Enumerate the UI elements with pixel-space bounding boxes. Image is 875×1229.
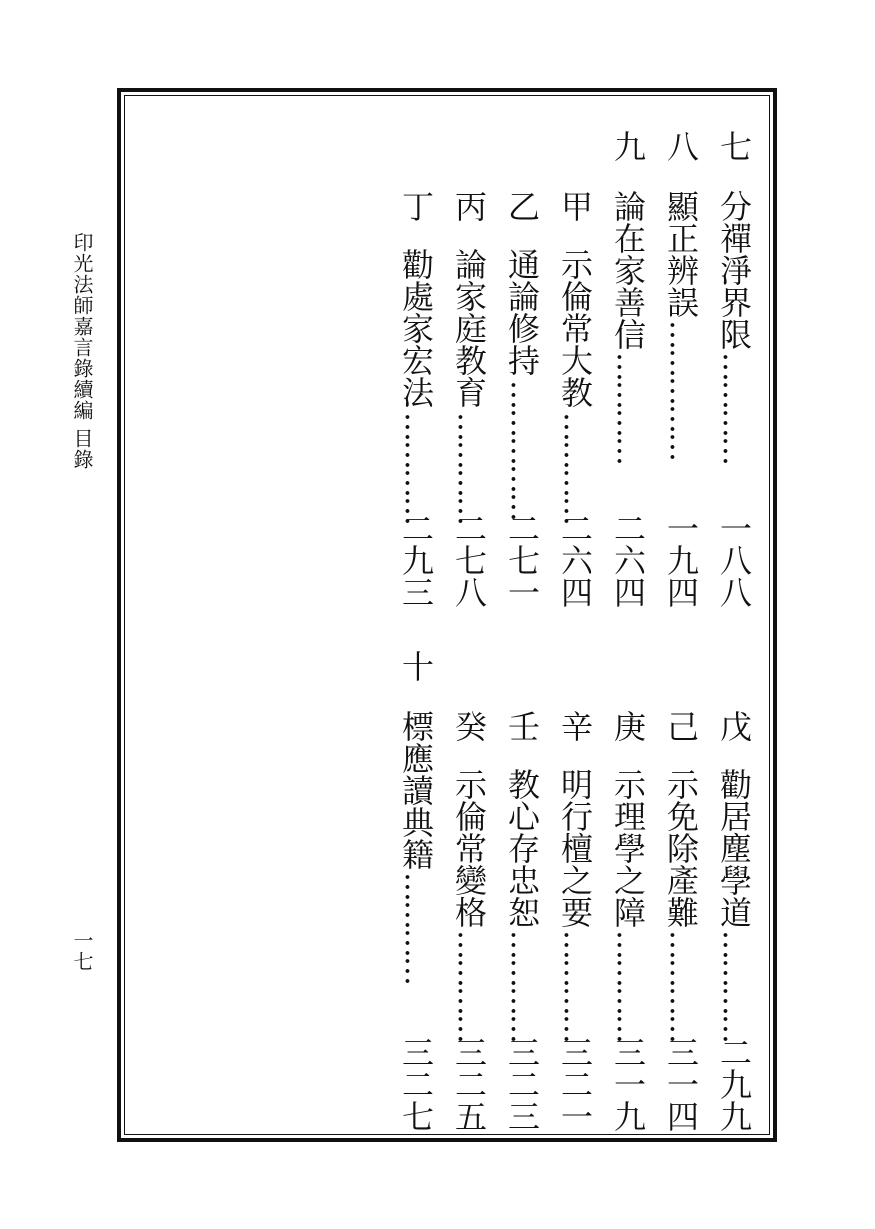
- entry-dots: …………: [451, 412, 486, 524]
- entry-number: 壬: [503, 710, 541, 742]
- entry-page: 三二五: [450, 1036, 488, 1132]
- entry-number: 十: [397, 650, 435, 682]
- entry-number: 辛: [556, 710, 594, 742]
- entry-title: 示理學之障: [609, 768, 647, 928]
- entry-number: 丁: [397, 190, 435, 222]
- toc-entry[interactable]: [397, 650, 444, 1135]
- entry-title: 教心存忠恕: [503, 768, 541, 928]
- toc-entry[interactable]: [503, 710, 550, 1135]
- entry-number: 庚: [609, 710, 647, 742]
- entry-title: 明行檀之要: [556, 768, 594, 928]
- entry-page: 二六四: [556, 512, 594, 608]
- entry-number: 丙: [450, 190, 488, 222]
- entry-number: 己: [662, 710, 700, 742]
- entry-dots: …………: [716, 352, 751, 464]
- entry-number: 九: [609, 130, 647, 162]
- entry-page: 二九三: [397, 512, 435, 608]
- entry-number: 七: [715, 130, 753, 162]
- entry-page: 三二一: [556, 1036, 594, 1132]
- entry-page: 二七一: [503, 512, 541, 608]
- entry-dots: …………: [557, 412, 592, 524]
- entry-title: 通論修持: [503, 248, 541, 376]
- section-label: 目錄: [70, 428, 94, 470]
- entry-dots: …………: [398, 412, 433, 524]
- entry-title: 勸處家宏法: [397, 248, 435, 408]
- entry-page: 三一四: [662, 1036, 700, 1132]
- toc-entry[interactable]: [556, 130, 603, 610]
- entry-dots: …………: [451, 930, 486, 1042]
- entry-page: 二七八: [450, 512, 488, 608]
- entry-dots: …………: [398, 872, 433, 984]
- toc-entry[interactable]: [556, 710, 603, 1135]
- toc-entry[interactable]: [662, 710, 709, 1135]
- entry-number: 甲: [556, 190, 594, 222]
- toc-entry[interactable]: [715, 710, 762, 1135]
- entry-number: 乙: [503, 190, 541, 222]
- entry-number: 戊: [715, 710, 753, 742]
- entry-title: 標應讀典籍: [397, 710, 435, 870]
- toc-entry[interactable]: [715, 130, 762, 610]
- entry-title: 示免除產難: [662, 768, 700, 928]
- entry-title: 示倫常變格: [450, 768, 488, 928]
- toc-entry[interactable]: [662, 130, 709, 610]
- entry-dots: ……………: [504, 380, 539, 520]
- entry-page: 二九九: [715, 1036, 753, 1132]
- page-number: 一七: [70, 930, 94, 972]
- toc-entry[interactable]: [609, 130, 656, 610]
- entry-dots: …………: [504, 930, 539, 1042]
- entry-title: 分禪淨界限: [715, 190, 753, 350]
- toc-entry[interactable]: [397, 130, 444, 610]
- entry-number: 癸: [450, 710, 488, 742]
- entry-page: 一八八: [715, 512, 753, 608]
- entry-title: 勸居塵學道: [715, 768, 753, 928]
- toc-entry[interactable]: [609, 710, 656, 1135]
- entry-title: 顯正辨誤: [662, 190, 700, 318]
- entry-dots: ……………: [663, 320, 698, 460]
- entry-page: 二六四: [609, 512, 647, 608]
- entry-title: 示倫常大教: [556, 248, 594, 408]
- entry-title: 論家庭教育: [450, 248, 488, 408]
- entry-dots: …………: [716, 930, 751, 1042]
- entry-page: 三二七: [397, 1036, 435, 1132]
- entry-page: 三二三: [503, 1036, 541, 1132]
- entry-dots: …………: [557, 930, 592, 1042]
- toc-entry[interactable]: [450, 130, 497, 610]
- toc-entry[interactable]: [503, 130, 550, 610]
- entry-dots: …………: [610, 352, 645, 464]
- entry-number: 八: [662, 130, 700, 162]
- book-title: 印光法師嘉言錄續編: [70, 232, 94, 421]
- entry-dots: …………: [610, 930, 645, 1042]
- entry-page: 一九四: [662, 512, 700, 608]
- entry-dots: …………: [663, 930, 698, 1042]
- toc-entry[interactable]: [450, 710, 497, 1135]
- entry-title: 論在家善信: [609, 190, 647, 350]
- entry-page: 三一九: [609, 1036, 647, 1132]
